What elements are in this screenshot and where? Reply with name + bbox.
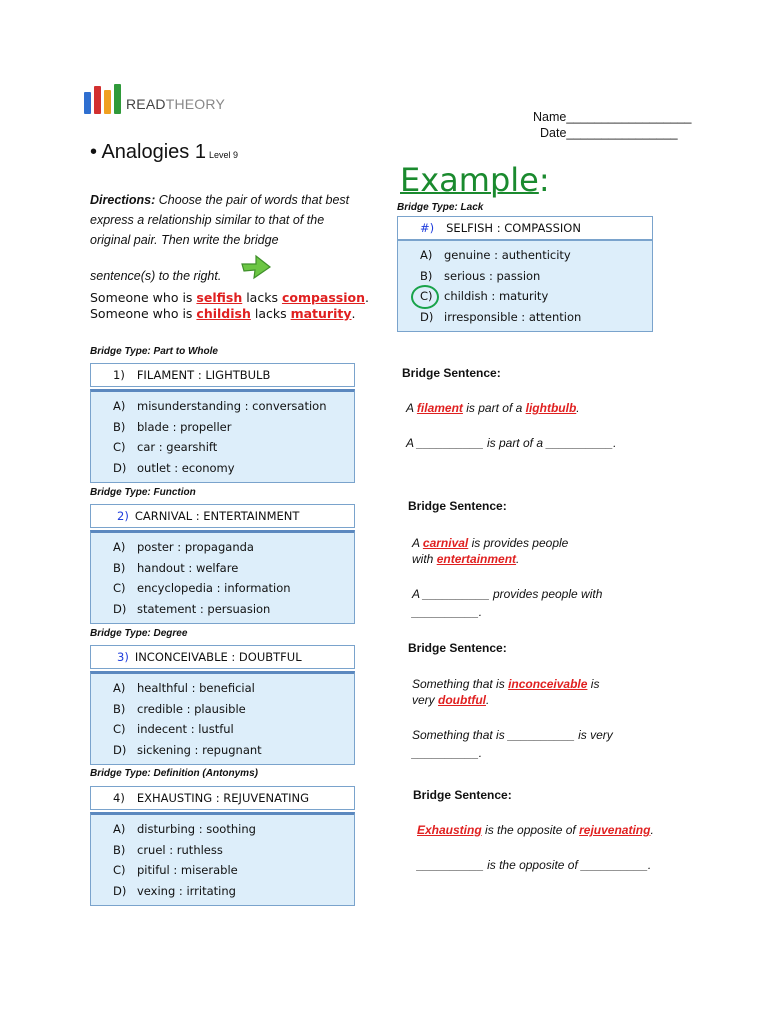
example-options xyxy=(397,240,653,332)
q2-header: 2) CARNIVAL : ENTERTAINMENT xyxy=(90,504,355,528)
right-arrow-icon xyxy=(240,252,272,280)
q3-example-sentence: Something that is inconceivable is very doubtful. xyxy=(412,677,600,707)
question-4-box xyxy=(90,786,355,906)
q3-bridge-label: Bridge Sentence: xyxy=(408,641,507,655)
example-heading: Example: xyxy=(400,161,550,199)
option-d[interactable]: D) sickening : repugnant xyxy=(113,742,262,757)
q1-bridge-blank[interactable]: A __________ is part of a __________. xyxy=(406,436,617,450)
logo-text: READTHEORY xyxy=(126,96,225,112)
option-a[interactable]: A) healthful : beneficial xyxy=(113,681,255,696)
option-c[interactable]: C) childish : maturity xyxy=(420,289,549,304)
option-a[interactable]: A) poster : propaganda xyxy=(113,540,254,555)
question-1-box xyxy=(90,363,355,483)
q3-bridge-blank[interactable]: Something that is __________ is very __________. xyxy=(412,728,613,760)
q4-bridge-blank[interactable]: __________ is the opposite of __________. xyxy=(417,858,652,872)
directions-text: Choose the pair of words that best express a relationship similar to that of the original pair. Then write the bridge xyxy=(90,193,350,247)
q1-bridge-type: Bridge Type: Part to Whole xyxy=(90,346,218,357)
selected-answer-circle xyxy=(411,285,439,309)
q3-options xyxy=(90,671,355,765)
option-a[interactable]: A) disturbing : soothing xyxy=(113,822,256,837)
date-field[interactable]: Date________________ xyxy=(540,126,678,140)
q2-options xyxy=(90,530,355,624)
question-2-box xyxy=(90,504,355,624)
example-question-box xyxy=(397,216,653,332)
q1-bridge-label: Bridge Sentence: xyxy=(402,366,501,380)
q4-bridge-type: Bridge Type: Definition (Antonyms) xyxy=(90,768,258,779)
option-b[interactable]: B) cruel : ruthless xyxy=(113,842,223,857)
option-d[interactable]: D) statement : persuasion xyxy=(113,601,271,616)
option-b[interactable]: B) handout : welfare xyxy=(113,560,239,575)
option-d[interactable]: D) outlet : economy xyxy=(113,460,235,475)
example-question-header: #) SELFISH : COMPASSION xyxy=(397,216,653,240)
q4-bridge-label: Bridge Sentence: xyxy=(413,788,512,802)
option-b[interactable]: B) credible : plausible xyxy=(113,701,246,716)
q3-header: 3) INCONCEIVABLE : DOUBTFUL xyxy=(90,645,355,669)
logo-bar-orange xyxy=(104,90,111,114)
q2-bridge-type: Bridge Type: Function xyxy=(90,487,196,498)
option-a[interactable]: A) genuine : authenticity xyxy=(420,248,571,263)
q1-options xyxy=(90,389,355,483)
q1-header: 1) FILAMENT : LIGHTBULB xyxy=(90,363,355,387)
logo-bar-green xyxy=(114,84,121,114)
level-label: Level 9 xyxy=(208,150,239,160)
q2-example-sentence: A carnival is provides people with entertainment. xyxy=(412,536,569,566)
directions xyxy=(90,190,365,250)
option-c[interactable]: C) pitiful : miserable xyxy=(113,863,238,878)
worksheet-title: • Analogies 1 Level 9 xyxy=(90,141,239,163)
option-d[interactable]: D) vexing : irritating xyxy=(113,883,236,898)
option-a[interactable]: A) misunderstanding : conversation xyxy=(113,399,327,414)
option-c[interactable]: C) car : gearshift xyxy=(113,440,218,455)
example-bridge-type: Bridge Type: Lack xyxy=(397,202,484,213)
q2-bridge-blank[interactable]: A __________ provides people with __________. xyxy=(412,587,603,619)
option-b[interactable]: B) serious : passion xyxy=(420,268,541,283)
q1-example-sentence: A filament is part of a lightbulb. xyxy=(406,401,580,415)
readtheory-logo xyxy=(84,80,244,114)
option-b[interactable]: B) blade : propeller xyxy=(113,419,232,434)
question-3-box xyxy=(90,645,355,765)
q3-bridge-type: Bridge Type: Degree xyxy=(90,628,188,639)
q4-options xyxy=(90,812,355,906)
q2-bridge-label: Bridge Sentence: xyxy=(408,499,507,513)
option-c[interactable]: C) indecent : lustful xyxy=(113,722,234,737)
directions-text-2: sentence(s) to the right. xyxy=(90,269,222,283)
example-line-2: Someone who is childish lacks maturity. xyxy=(90,306,356,321)
q4-header: 4) EXHAUSTING : REJUVENATING xyxy=(90,786,355,810)
option-d[interactable]: D) irresponsible : attention xyxy=(420,309,582,324)
example-line-1: Someone who is selfish lacks compassion. xyxy=(90,290,369,305)
logo-bar-red xyxy=(94,86,101,114)
q4-example-sentence: Exhausting is the opposite of rejuvenating. xyxy=(417,823,654,837)
directions-label: Directions: xyxy=(90,193,156,207)
logo-bar-blue xyxy=(84,92,91,114)
name-field[interactable]: Name__________________ xyxy=(533,110,692,124)
option-c[interactable]: C) encyclopedia : information xyxy=(113,581,291,596)
